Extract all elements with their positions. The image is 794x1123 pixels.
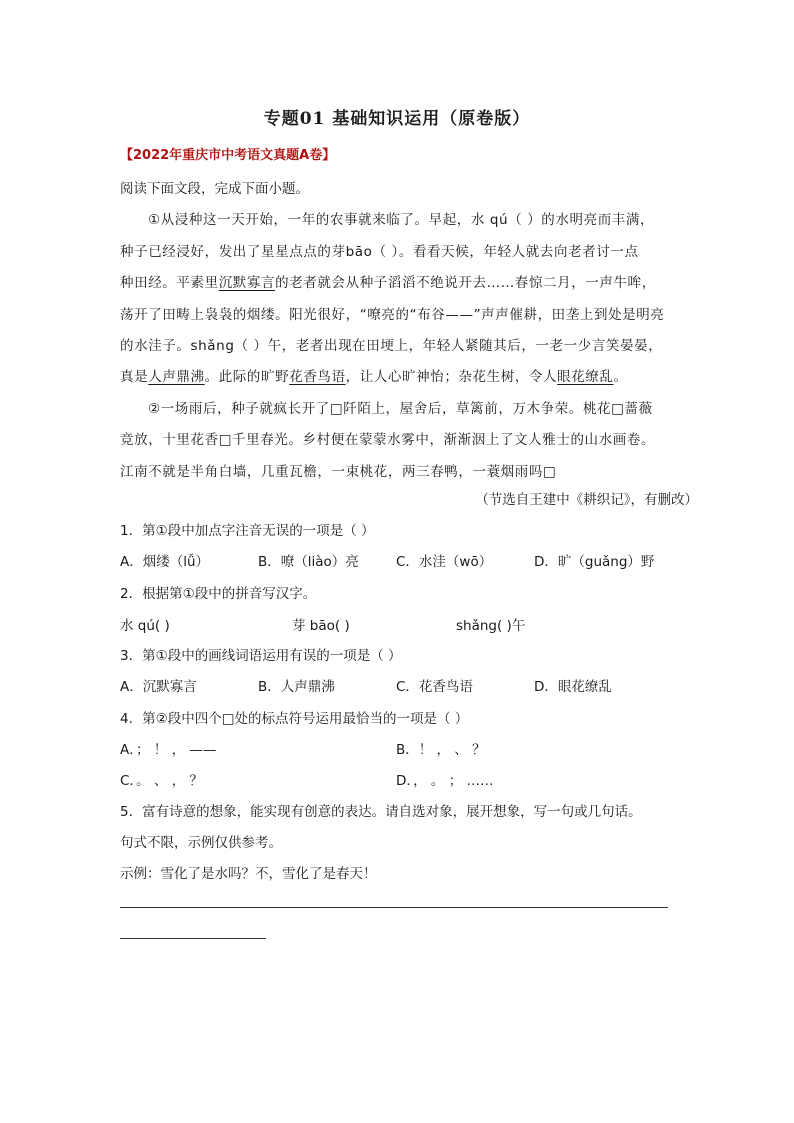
q1-option-d: D．旷（guǎng）野: [534, 554, 655, 570]
question-5-stem-line2: 句式不限，示例仅供参考。: [120, 835, 282, 851]
passage-attribution: （节选自王建中《耕织记》，有删改）: [475, 492, 698, 508]
question-2-stem: 2．根据第①段中的拼音写汉字。: [120, 586, 317, 602]
q4-option-c: C．。 、 ， ？: [120, 773, 204, 789]
passage-p1-line2: 种子已经浸好，发出了星星点点的芽bāo（ ）。看看天候，年轻人就去向老者讨一点: [120, 244, 639, 260]
passage-text: 种田经。平素里: [120, 275, 219, 291]
passage-p2-line2: 竞放，十里花香□千里春光。乡村便在蒙蒙水雾中，渐渐洇上了文人雅士的山水画卷。: [120, 432, 656, 448]
passage-text: 。: [613, 369, 628, 385]
passage-text: 。此际的旷野: [204, 369, 290, 385]
q3-option-c: C．花香鸟语: [396, 679, 473, 695]
reading-instruction: 阅读下面文段，完成下面小题。: [120, 181, 309, 197]
q2-blank-qu: 水 qú( ): [120, 618, 170, 634]
question-5-stem-line1: [120, 800, 642, 820]
underlined-phrase: 花香鸟语: [289, 369, 346, 385]
passage-p2-line3: 江南不就是半角白墙，几重瓦檐，一束桃花，两三春鸭，一蓑烟雨吗□: [120, 464, 557, 480]
answer-line-2[interactable]: [120, 938, 266, 939]
question-5-example: 示例：雪化了是水吗？不，雪化了是春天！: [120, 866, 377, 882]
q3-option-d: D．眼花缭乱: [534, 679, 612, 695]
passage-text: ，让人心旷神怡；杂花生树，令人: [345, 369, 558, 385]
q3-option-a: A．沉默寡言: [120, 679, 197, 695]
passage-p1-line6: [120, 365, 628, 385]
passage-text: 真是: [120, 369, 149, 385]
q4-option-b: B．！ ， 、 ？: [396, 742, 486, 758]
passage-p1-line5: 的水洼子。shǎng（ ）午，老者出现在田埂上，年轻人紧随其后，一老一少言笑晏晏，: [120, 338, 663, 354]
q2-blank-shang: shǎng( )午: [456, 618, 526, 634]
q1-option-c: C．水洼（wō）: [396, 554, 493, 570]
q1-option-b: B．嘹（liào）亮: [258, 554, 359, 570]
underlined-phrase: 沉默寡言: [218, 275, 276, 291]
answer-line-1[interactable]: [120, 907, 668, 908]
passage-p1-line1: ①从浸种这一天开始，一年的农事就来临了。早起，水 qú（ ）的水明亮而丰满，: [148, 212, 655, 228]
question-1-stem: 1．第①段中加点字注音无误的一项是（ ）: [120, 523, 375, 539]
question-4-stem: 4．第②段中四个□处的标点符号运用最恰当的一项是（ ）: [120, 711, 469, 727]
page-title: 专题01 基础知识运用（原卷版）: [263, 109, 531, 129]
q3-option-b: B．人声鼎沸: [258, 679, 335, 695]
q2-blank-bao: 芽 bāo( ): [292, 618, 350, 634]
passage-text: 的老者就会从种子滔滔不绝说开去……春惊二月，一声牛哞，: [275, 275, 656, 291]
underlined-phrase: 人声鼎沸: [148, 369, 205, 385]
passage-p1-line4: 荡开了田畴上袅袅的烟缕。阳光很好，“嘹亮的“布谷——”声声催耕，田垄上到处是明亮: [120, 307, 665, 323]
q4-option-a: A．； ！ ， ——: [120, 742, 217, 758]
q4-option-d: D．， 。 ； ……: [396, 773, 494, 789]
passage-p2-line1: ②一场雨后，种子就疯长开了□阡陌上，屋舍后，草篱前，万木争荣。桃花□蔷薇: [148, 401, 653, 417]
underlined-phrase: 眼花缭乱: [557, 369, 614, 385]
exam-source-tag: 【2022年重庆市中考语文真题A卷】: [120, 148, 336, 163]
question-3-stem: 3．第①段中的画线词语运用有误的一项是（ ）: [120, 648, 402, 664]
q5-stem-text: 5．富有诗意的想象，能实现有创意的表达。请自选对象，展开想象，写一句或几句话。: [120, 804, 642, 820]
passage-p1-line3: [120, 271, 656, 291]
q1-option-a: A．烟缕（lǚ）: [120, 554, 210, 570]
